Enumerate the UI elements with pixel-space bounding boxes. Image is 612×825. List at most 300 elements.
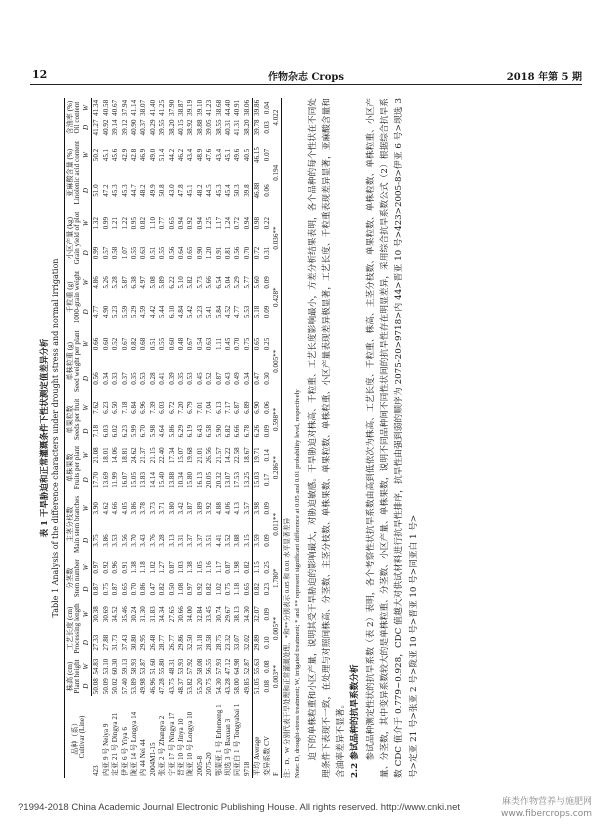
table-cell: 18.81 (120, 447, 129, 464)
table-cell: 0.08 (262, 660, 271, 673)
table-cell: 0.70 (233, 337, 242, 351)
table-cell: 3.73 (148, 502, 157, 515)
row-label: 陇亚 14 号 Longya 14 (130, 711, 139, 776)
table-cell: 0.87 (214, 372, 223, 385)
table-cell: 14.06 (111, 447, 120, 464)
table-cell: 39.10 (195, 99, 204, 116)
table-cell: 48.2 (195, 184, 204, 197)
table-cell: 54.83 (92, 658, 101, 675)
page-number: 12 (32, 68, 48, 81)
table-cell: 58.93 (130, 658, 139, 675)
table-cell: 41.27 (92, 119, 101, 136)
table-cell: 3.37 (195, 534, 204, 547)
table-row (92, 98, 102, 778)
table-cell: 0.28 (148, 372, 157, 385)
table-cell: 50.2 (92, 148, 101, 162)
table-cell: 6.03 (158, 401, 167, 414)
table-cell: 4.88 (214, 502, 223, 515)
table-cell: 39.12 (120, 119, 129, 136)
table-row (214, 98, 223, 778)
table-cell: 4.90 (101, 305, 110, 319)
body-paragraph-block (306, 98, 349, 778)
journal-title: 作物杂志 Crops (267, 72, 344, 83)
table-cell: 5.60 (252, 268, 262, 297)
table-cell: 40.90 (130, 119, 139, 136)
table-cell: 6.58 (205, 424, 214, 438)
table-cell: 48.2 (139, 184, 148, 197)
sub-header: W (82, 98, 92, 118)
table-cell: 29.67 (223, 606, 232, 623)
column-header: 单株粒重 (g) Seed weight per plant (64, 327, 81, 396)
table-cell: 0.82 (242, 561, 251, 574)
table-cell: 17.34 (167, 447, 176, 464)
table-cell: 31.83 (148, 606, 157, 623)
rotated-frame (36, 92, 576, 784)
table-cell: 6.90 (252, 396, 262, 420)
body-paragraph: 迫下的单株粒重和小区产量，说明其受干旱胁迫的影响最大，对胁迫敏感。干旱胁迫对株高、千粒重、工艺长度影响最小，方差分析结果表明，各个品种的每个性状在不同处理条件下表现不一致，在处理与对照间株高、分茎数、主茎分枝数、单株果数、单果粒数、单株粒重、小区产量表现差异极显著，工艺长度、千粒重表现差异显著，亚麻酸含量和含油率差异不显著。 (307, 98, 347, 778)
table-cell: 38.68 (214, 99, 223, 116)
table-cell: 5.87 (120, 276, 129, 289)
table-cell: 4.77 (92, 305, 101, 319)
table-cell: 46.9 (139, 148, 148, 162)
table-cell: 3.78 (139, 502, 148, 515)
table-cell: 4.06 (223, 502, 232, 515)
table-cell: 4.13 (233, 502, 242, 515)
data-table (64, 98, 282, 778)
table-cell: 6.22 (167, 276, 176, 289)
table-cell: 37.94 (120, 99, 129, 116)
table-cell: 38.87 (177, 99, 185, 116)
row-label: 陇亚 10 号 Longya 10 (186, 711, 195, 776)
row-label: 平均 Average (252, 696, 262, 778)
row-label: 张亚 2 号 Zhangya 2 (158, 715, 167, 776)
table-cell: 1.22 (120, 216, 129, 230)
table-cell: 0.91 (214, 246, 223, 260)
table-cell: 26.56 (205, 447, 214, 464)
table-cell: 30.24 (130, 606, 139, 623)
table-cell: 0.43 (223, 372, 232, 385)
table-cell: 21.15 (148, 447, 157, 464)
table-cell: 53.93 (177, 658, 185, 675)
table-cell: 15.40 (158, 471, 167, 488)
table-cell: 1.16 (205, 561, 214, 574)
table-cell: 0.82 (139, 216, 148, 230)
table-cell: 19.68 (186, 447, 195, 464)
table-cell: 27.65 (167, 606, 176, 623)
table-cell: 0.30 (262, 372, 271, 385)
table-cell: 40.15 (177, 119, 185, 136)
table-cell: 0.65 (186, 246, 195, 260)
table-cell: 1.38 (186, 561, 195, 574)
table-cell: 4.86 (92, 276, 101, 289)
table-cell: 0.37 (120, 372, 129, 385)
table-cell: 10.34 (177, 471, 185, 488)
table-cell: 0.25 (262, 337, 271, 351)
table-cell: 5.66 (205, 276, 214, 289)
column-header: 工艺长度 (cm) Processing length (64, 600, 81, 657)
table-cell: 50.09 (101, 678, 110, 695)
table-cell: 6.26 (252, 419, 262, 443)
table-cell: 4.41 (214, 534, 223, 547)
table-cell: 5.82 (186, 276, 195, 289)
table-cell: 3.56 (120, 534, 129, 547)
table-cell: 5.23 (195, 305, 204, 319)
page-header (0, 0, 612, 86)
table-cell: 0.95 (130, 216, 139, 230)
table-cell: 0.09 (262, 276, 271, 289)
table-cell: 6.29 (177, 424, 185, 438)
table-cell: 42.9 (120, 148, 129, 162)
table-cell: 0.92 (195, 582, 204, 596)
table-cell: 0.04 (262, 101, 271, 115)
table-cell: 7.20 (177, 401, 185, 414)
table-cell: 3.88 (233, 534, 242, 547)
table-cell: 4.66 (111, 502, 120, 515)
table-cell: 1.18 (139, 561, 148, 574)
table-row (205, 98, 214, 778)
table-cell: 0.87 (111, 582, 120, 596)
row-label: 同亚白 1 号 Tongyabai 1 (233, 703, 242, 776)
table-cell: 0.77 (158, 216, 167, 230)
table-cell: 49.98 (139, 678, 148, 695)
table-cell: 0.75 (242, 337, 251, 351)
table-cell: 6.13 (214, 401, 223, 414)
table-cell: 0.87 (167, 561, 176, 574)
table-cell: 39.19 (186, 99, 195, 116)
table-cell: 0.48 (177, 337, 185, 351)
table-cell: 49.0 (148, 148, 157, 162)
table-cell: 5.10 (177, 276, 185, 289)
table-cell: 32.84 (195, 606, 204, 623)
sub-header: W (82, 327, 92, 362)
table-row (233, 98, 242, 778)
table-cell: 1.05 (195, 561, 204, 574)
table-cell: 30.69 (101, 606, 110, 623)
table-cell: 0.14 (262, 449, 271, 462)
column-header: 分茎数 Stem number (64, 557, 81, 601)
table-cell: 4.05 (120, 502, 129, 515)
column-header: 主茎分枝数 Main stem branches (64, 492, 81, 556)
table-cell: 38.88 (195, 119, 204, 136)
table-cell: 3.70 (130, 534, 139, 547)
table-cell: 41.23 (205, 99, 214, 116)
table-cell: 0.53 (139, 372, 148, 385)
table-cell: 40.29 (148, 119, 157, 136)
sub-header: W (82, 268, 92, 297)
table-cell: 31.18 (195, 634, 204, 651)
table-cell: 58.00 (233, 678, 242, 695)
table-cell: 26.77 (167, 634, 176, 651)
table-cell: 0.34 (101, 372, 110, 385)
table-cell: 4.84 (177, 305, 185, 319)
table-cell: 1.27 (158, 561, 167, 574)
table-cell: 57.92 (186, 658, 195, 675)
table-cell: 1.08 (177, 582, 185, 596)
table-cell: 1.03 (177, 561, 185, 574)
table-caption-cn: 表 1 干旱胁迫和正常灌溉条件下性状测定值差异分析 (40, 338, 50, 538)
row-label: 2004M1-15 (148, 742, 157, 776)
table-cell: 19.71 (252, 443, 262, 468)
table-row (271, 98, 281, 778)
table-cell: 4.62 (101, 502, 110, 515)
table-cell: 1.11 (214, 337, 223, 351)
table-cell: 1.10 (148, 216, 157, 230)
table-cell: 5.59 (120, 305, 129, 319)
table-cell: 6.89 (242, 401, 251, 414)
table-cell: 0.194 (271, 137, 281, 208)
table-cell: 6.38 (130, 276, 139, 289)
table-cell: 30.66 (177, 606, 185, 623)
table-cell: 21.37 (139, 447, 148, 464)
table-cell: 0.598** (271, 396, 281, 443)
table-cell: 3.92 (205, 502, 214, 515)
table-cell: 21.01 (195, 447, 204, 464)
table-cell: 33.45 (205, 606, 214, 623)
table-row (262, 98, 271, 778)
table-cell: 0.96 (111, 561, 120, 574)
table-cell: 0.06 (262, 401, 271, 414)
table-cell: 0.23 (262, 582, 271, 596)
table-cell: 3.53 (111, 534, 120, 547)
table-cell: 34.30 (242, 606, 251, 623)
table-cell: 5.84 (214, 305, 223, 319)
table-cell: 5.44 (158, 305, 167, 319)
table-cell: 0.99 (101, 216, 110, 230)
table-cell: 0.65 (252, 327, 262, 362)
table-cell: 29.89 (252, 628, 262, 656)
table-cell: 1.17 (214, 216, 223, 230)
table-cell: 0.70 (242, 246, 251, 260)
table-cell: 0.90 (195, 246, 204, 260)
table-cell: 0.08 (262, 680, 271, 693)
table-cell: 5.29 (233, 276, 242, 289)
table-cell: 4.77 (233, 305, 242, 319)
table-cell: 45.3 (214, 184, 223, 197)
table-cell: 39.78 (253, 119, 262, 136)
table-cell: 0.005** (271, 327, 281, 396)
table-cell: 17.53 (233, 471, 242, 488)
table-cell: 20.05 (205, 471, 214, 488)
table-cell: 51.4 (158, 148, 167, 162)
table-cell: 6.72 (167, 401, 176, 414)
table-cell: 1.780* (271, 557, 281, 601)
table-cell: 34.00 (186, 606, 195, 623)
table-cell: 4.42 (148, 305, 157, 319)
table-cell: 0.82 (205, 582, 214, 596)
table-cell: 23.32 (223, 634, 232, 651)
sub-header: D (82, 238, 92, 268)
table-cell: 7.39 (148, 401, 157, 414)
table-cell: 5.53 (242, 305, 251, 319)
table-cell: 46.15 (252, 137, 262, 173)
table-cell: 1.17 (214, 561, 223, 574)
row-label: 定亚 21 号 Dingya 21 (111, 712, 120, 776)
table-cell: 3.80 (167, 502, 176, 515)
table-cell: 11.99 (111, 472, 120, 488)
table-cell: 0.57 (101, 246, 110, 260)
table-cell: 0.50 (167, 582, 176, 596)
table-cell: 56.55 (205, 658, 214, 675)
table-cell: 0.92 (186, 216, 195, 230)
table-cell: 43.75 (167, 678, 176, 695)
sub-header: W (82, 657, 92, 677)
column-header: 单果粒数 Seeds per fruit (64, 396, 81, 443)
table-cell: 22.40 (158, 447, 167, 464)
table-cell: 58.08 (195, 658, 204, 675)
table-cell: 20.32 (214, 471, 223, 488)
table-cell: 4.97 (139, 276, 148, 289)
table-cell: 52.87 (242, 658, 251, 675)
table-cell: 0.428* (271, 268, 281, 327)
table-cell: 15.07 (177, 447, 185, 464)
table-cell: 0.47 (252, 361, 262, 396)
table-cell: 0.86 (139, 582, 148, 596)
table-cell: 0.63 (205, 337, 214, 351)
table-cell: 40.67 (111, 99, 120, 116)
table-cell: 45.3 (120, 184, 129, 197)
sub-header: D (82, 524, 92, 556)
table-cell: 28.75 (214, 634, 223, 651)
watermark-line-2: www.fibercrops.com (501, 809, 592, 819)
table-cell: 53.89 (130, 678, 139, 695)
table-cell: 51.0 (92, 184, 101, 197)
rotated-page-content (36, 92, 576, 784)
table-cell: 64.98 (233, 658, 242, 675)
table-cell: 3.86 (101, 534, 110, 547)
table-cell: 34.52 (111, 606, 120, 623)
table-cell: 1.38 (130, 561, 139, 574)
table-cell: 5.89 (158, 276, 167, 289)
table-cell: 45.1 (101, 148, 110, 162)
row-label: 423 (92, 765, 101, 776)
table-cell: 55.80 (158, 658, 167, 675)
table-cell: 30.38 (92, 606, 101, 623)
table-cell: 0.68 (139, 337, 148, 351)
table-cell: 0.06 (262, 184, 271, 197)
table-cell: 0.87 (92, 582, 101, 596)
table-cell: 40.5 (242, 148, 251, 162)
table-cell: 0.82 (252, 578, 262, 600)
table-cell: 0.39 (167, 372, 176, 385)
table-cell: 46.88 (252, 173, 262, 209)
table-cell: 18.67 (242, 447, 251, 464)
sub-header: D (82, 118, 92, 138)
header-rule (30, 84, 582, 85)
table-row (101, 98, 110, 778)
table-cell: 43.4 (214, 148, 223, 162)
row-label: 伊亚 6 号 Yiya 6 (120, 727, 129, 776)
table-cell: 38.20 (242, 119, 251, 136)
row-label: F (271, 696, 281, 778)
table-cell: 0.91 (120, 561, 129, 574)
table-cell: 0.33 (111, 372, 120, 385)
table-cell: 55.63 (253, 658, 262, 675)
table-cell: 5.26 (101, 276, 110, 289)
table-cell: 0.47 (148, 582, 157, 596)
table-cell: 6.43 (195, 424, 204, 438)
table-cell: 38.07 (139, 99, 148, 116)
table-cell: 0.45 (195, 372, 204, 385)
table-cell: 26.48 (148, 634, 157, 651)
table-cell: 45.4 (223, 184, 232, 197)
table-cell: 1.02 (214, 582, 223, 596)
table-row (158, 98, 167, 778)
table-cell: 51.05 (253, 678, 262, 695)
table-cell: 29.95 (139, 634, 148, 651)
row-label: 宁亚 17 号 Ningya 17 (167, 712, 176, 776)
table-cell: 0.97 (92, 561, 101, 574)
table-cell: 55.20 (195, 678, 204, 695)
table-cell: 0.09 (262, 424, 271, 438)
table-body (92, 98, 282, 778)
table-cell: 6.23 (101, 401, 110, 414)
table-cell: 1.25 (205, 216, 214, 230)
table-cell: 43.28 (223, 678, 232, 695)
table-cell: 5.98 (148, 424, 157, 438)
table-cell: 0.55 (130, 246, 139, 260)
table-cell: 14.22 (223, 447, 232, 464)
table-cell: 1.21 (111, 216, 120, 230)
sub-header: W (82, 492, 92, 524)
table-cell: 0.25 (262, 561, 271, 574)
table-cell: 0.005** (271, 600, 281, 657)
table-cell: 3.71 (158, 502, 167, 515)
table-cell: 41.40 (148, 99, 157, 116)
table-cell: 39.86 (253, 99, 262, 116)
page-footer (0, 784, 612, 825)
table-cell: 24.62 (130, 447, 139, 464)
sub-header: W (82, 208, 92, 238)
table-cell: 44.7 (130, 184, 139, 197)
table-cell: 0.22 (262, 216, 271, 230)
table-cell: 38.06 (242, 99, 251, 116)
table-cell: 0.64 (177, 246, 185, 260)
table-cell: 28.77 (158, 634, 167, 651)
table-cell: 0.55 (158, 337, 167, 351)
table-cell: 39.05 (205, 119, 214, 136)
table-cell: 53.10 (101, 658, 110, 675)
table-cell: 3.75 (92, 534, 101, 547)
table-cell: 1.32 (92, 216, 101, 230)
table-cell: 49.9 (148, 184, 157, 197)
table-row (186, 98, 195, 778)
table-cell: 3.28 (158, 534, 167, 547)
table-cell: 54.30 (214, 678, 223, 695)
sub-header: W (82, 443, 92, 468)
table-cell: 0.55 (158, 246, 167, 260)
table-cell: 6.54 (214, 276, 223, 289)
table-cell: 0.65 (167, 216, 176, 230)
table-cell: 41.31 (233, 119, 242, 136)
table-cell: 0.52 (205, 372, 214, 385)
column-header-cultivar: 品种（系） Cultivar (Line) (64, 696, 91, 778)
table-cell: 1.07 (120, 246, 129, 260)
table-cell: 7.62 (92, 401, 101, 414)
table-cell: 0.07 (262, 148, 271, 162)
table-cell: 0.34 (242, 372, 251, 385)
table-cell: 40.92 (101, 119, 110, 136)
table-cell: 0.92 (101, 561, 110, 574)
row-label: 晋亚 10 号 Jinya 10 (177, 718, 185, 776)
table-cell: 13.83 (139, 471, 148, 488)
table-cell: 48.37 (177, 678, 185, 695)
table-cell: 50.8 (158, 184, 167, 197)
table-cell: 13.88 (167, 471, 176, 488)
table-cell: 44.40 (223, 99, 232, 116)
table-cell: 33.07 (233, 634, 242, 651)
table-cell: 0.99 (92, 246, 101, 260)
table-row (167, 98, 176, 778)
